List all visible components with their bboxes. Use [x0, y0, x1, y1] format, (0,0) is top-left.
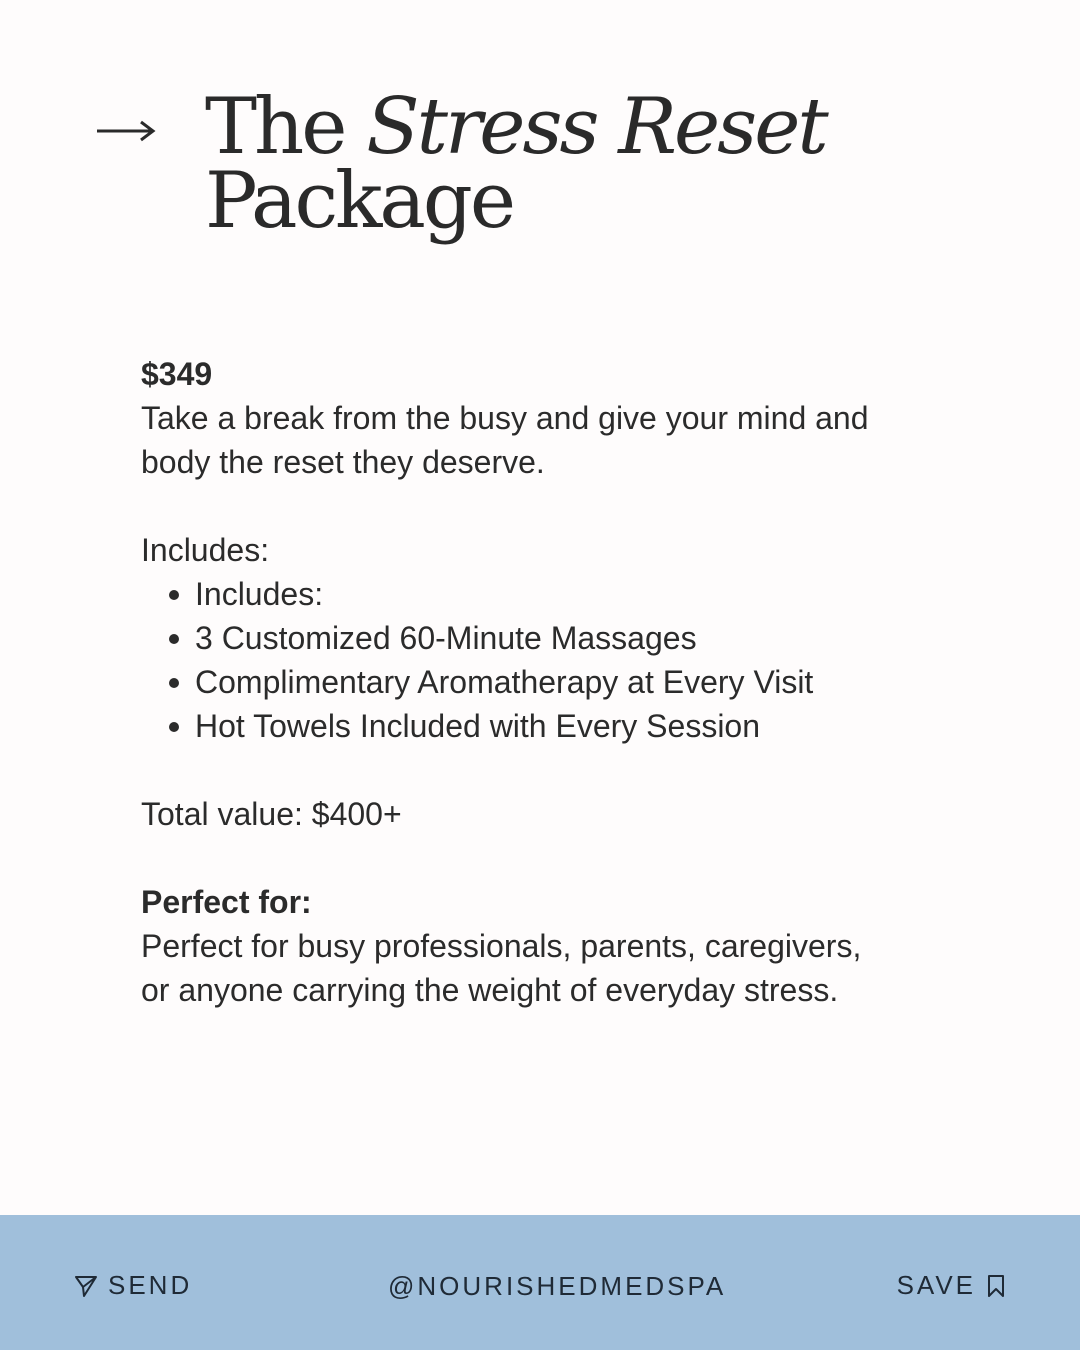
list-item: Hot Towels Included with Every Session — [195, 704, 961, 748]
package-details — [141, 352, 961, 1012]
bullet-icon — [169, 634, 179, 644]
list-item: Includes: — [195, 572, 961, 616]
price: $349 — [141, 356, 213, 392]
title-italic: Stress Reset — [366, 82, 826, 172]
page-title — [205, 82, 826, 246]
save-button[interactable] — [897, 1270, 1006, 1301]
intro-line-2: body the reset they deserve. — [141, 444, 545, 480]
list-item: Complimentary Aromatherapy at Every Visit — [195, 660, 961, 704]
send-button[interactable] — [74, 1270, 192, 1301]
account-handle[interactable]: @NOURISHEDMEDSPA — [388, 1271, 727, 1301]
bullet-icon — [169, 678, 179, 688]
title-prefix: The — [205, 82, 345, 172]
bullet-icon — [169, 722, 179, 732]
footer-bar — [0, 1215, 1080, 1350]
send-icon — [74, 1274, 98, 1298]
total-value: Total value: $400+ — [141, 796, 402, 832]
perfect-line-1: Perfect for busy professionals, parents, caregivers, — [141, 928, 862, 964]
includes-heading: Includes: — [141, 532, 270, 568]
perfect-line-2: or anyone carrying the weight of everyday stress. — [141, 972, 839, 1008]
includes-list — [141, 572, 961, 748]
title-line-2: Package — [205, 156, 514, 246]
perfect-for-heading: Perfect for: — [141, 884, 312, 920]
send-label: SEND — [108, 1270, 193, 1300]
bullet-icon — [169, 590, 179, 600]
intro-line-1: Take a break from the busy and give your mind and — [141, 400, 869, 436]
title-line-1 — [205, 82, 826, 172]
save-label: SAVE — [896, 1270, 976, 1300]
list-item: 3 Customized 60-Minute Massages — [195, 616, 961, 660]
right-arrow-icon — [95, 100, 157, 162]
bookmark-icon — [986, 1274, 1006, 1298]
